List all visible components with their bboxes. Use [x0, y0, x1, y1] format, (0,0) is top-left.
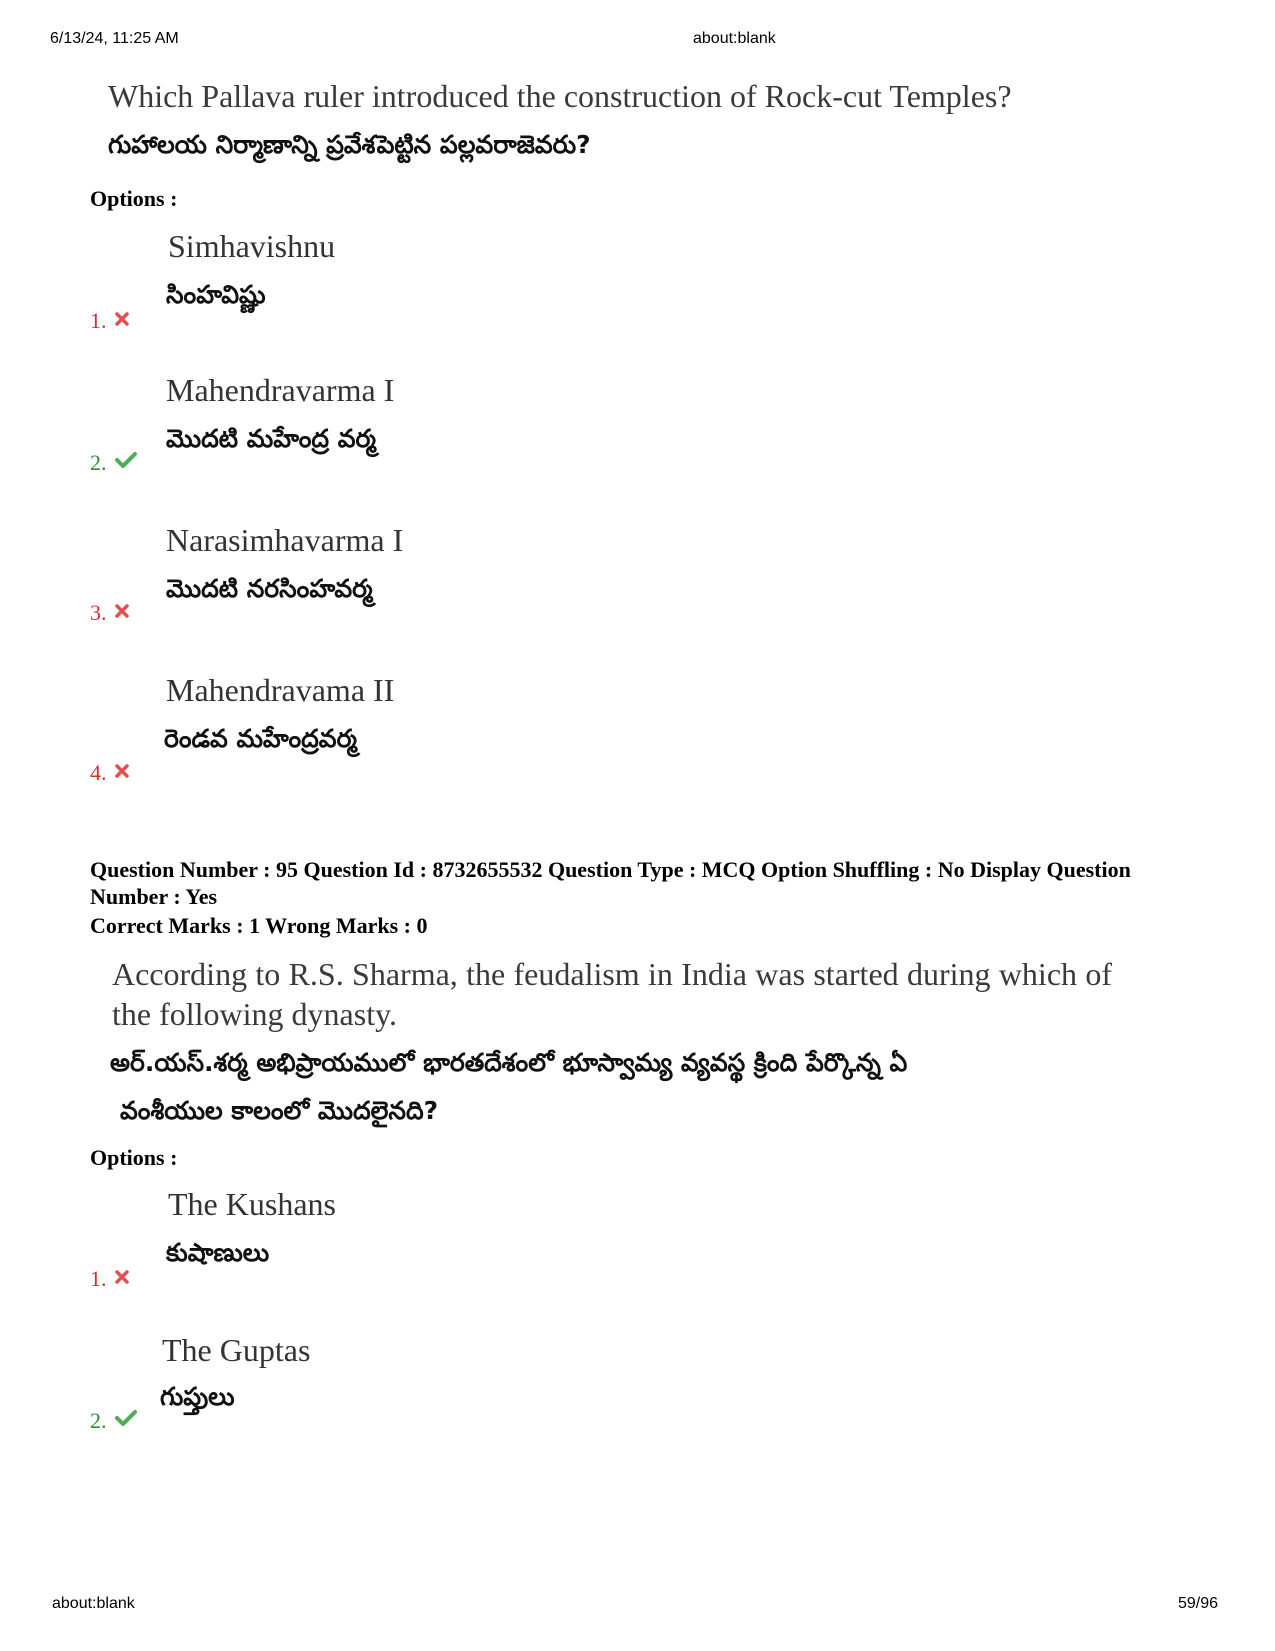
- option-text-te: మొదటి నరసింహవర్మ: [166, 574, 373, 603]
- question-meta: Question Number : 95 Question Id : 8732655532 Question Type : MCQ Option Shuffling : No Display Question Number : Yes: [90, 857, 1131, 909]
- question-text-te-line2: వంశీయుల కాలంలో మొదలైనది?: [120, 1096, 439, 1125]
- cross-icon: [115, 604, 129, 623]
- option-marker: [90, 600, 129, 626]
- option-number: 4.: [90, 760, 107, 785]
- option-text-te: గుప్తులు: [160, 1382, 235, 1411]
- option-text-te: సింహవిష్ణు: [166, 280, 266, 309]
- question-text-te: గుహాలయ నిర్మాణాన్ని ప్రవేశపెట్టిన పల్లవరాజెవరు?: [108, 130, 591, 159]
- check-icon: [115, 1410, 137, 1431]
- option-marker: [90, 1408, 137, 1434]
- option-number: 2.: [90, 450, 107, 475]
- question-marks: Correct Marks : 1 Wrong Marks : 0: [90, 913, 428, 938]
- option-marker: [90, 1266, 129, 1292]
- option-text-en: Mahendravama II: [166, 672, 395, 708]
- cross-icon: [115, 1270, 129, 1289]
- question-text-en: Which Pallava ruler introduced the construction of Rock-cut Temples?: [108, 78, 1012, 114]
- option-marker: [90, 308, 129, 334]
- print-datetime: 6/13/24, 11:25 AM: [50, 30, 179, 47]
- option-text-en: The Guptas: [162, 1332, 311, 1368]
- option-text-te: మొదటి మహేంద్ర వర్మ: [166, 424, 376, 453]
- option-marker: [90, 760, 129, 786]
- option-number: 1.: [90, 308, 107, 333]
- options-label: Options :: [90, 1145, 178, 1170]
- question-text-en: According to R.S. Sharma, the feudalism in India was started during which of the following dynasty.: [112, 956, 1112, 1032]
- option-number: 2.: [90, 1408, 107, 1433]
- options-label: Options :: [90, 186, 178, 211]
- option-text-te: కుషాణులు: [166, 1238, 270, 1267]
- option-number: 1.: [90, 1266, 107, 1291]
- option-number: 3.: [90, 600, 107, 625]
- option-text-en: The Kushans: [168, 1186, 336, 1222]
- option-text-te: రెండవ మహేంద్రవర్మ: [164, 724, 357, 753]
- cross-icon: [115, 764, 129, 783]
- cross-icon: [115, 312, 129, 331]
- option-text-en: Narasimhavarma I: [166, 522, 404, 558]
- print-url-header: about:blank: [693, 30, 776, 47]
- question-text-te-line1: అర్.యస్.శర్మ అభిప్రాయములో భారతదేశంలో భూస్వామ్య వ్యవస్థ క్రింది పేర్కొన్న ఏ: [110, 1048, 908, 1077]
- option-marker: [90, 450, 137, 476]
- option-text-en: Simhavishnu: [168, 228, 336, 264]
- check-icon: [115, 452, 137, 473]
- page-number: 59/96: [1178, 1595, 1219, 1612]
- option-text-en: Mahendravarma I: [166, 372, 395, 408]
- print-url-footer: about:blank: [52, 1595, 135, 1612]
